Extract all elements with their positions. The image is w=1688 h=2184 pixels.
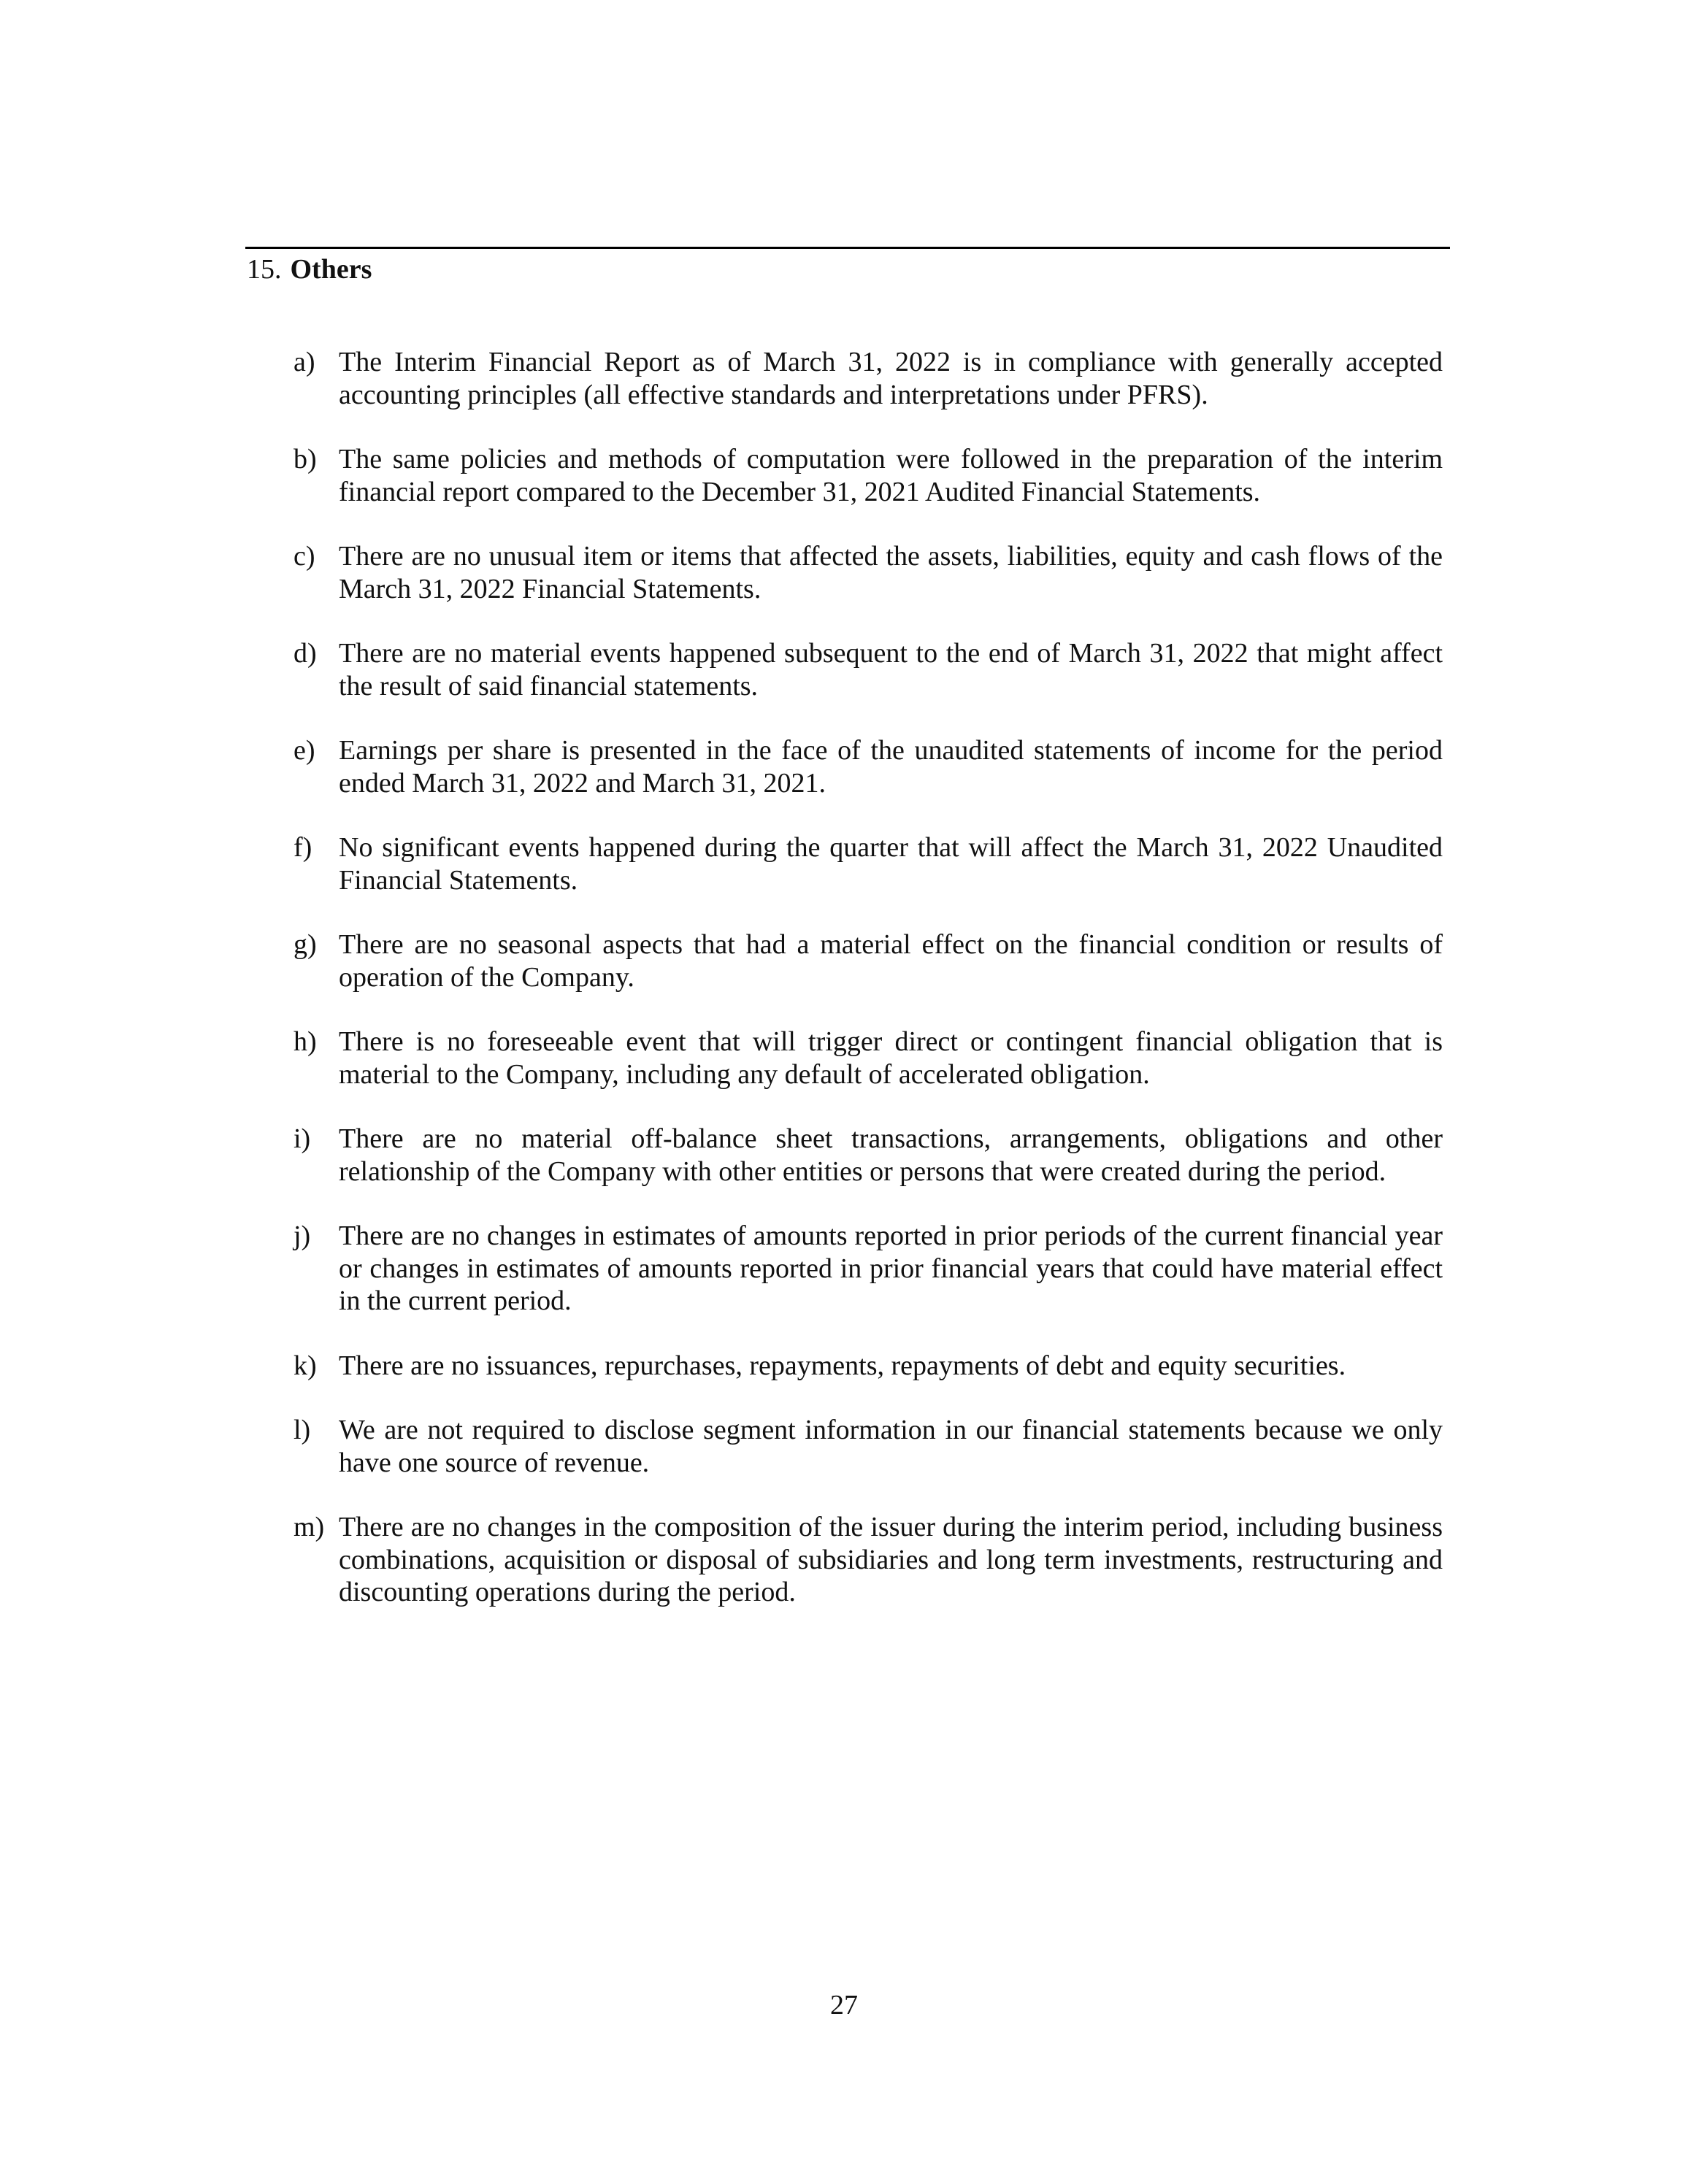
- item-marker: e): [294, 735, 315, 766]
- item-marker: c): [294, 541, 315, 572]
- section-rule: [245, 247, 1450, 249]
- item-marker: l): [294, 1415, 311, 1445]
- item-text: There are no issuances, repurchases, repayments, repayments of debt and equity securities.: [339, 1350, 1346, 1381]
- list-item: [294, 346, 1443, 411]
- page-number: 27: [830, 1990, 858, 2020]
- item-text: There are no changes in estimates of amounts reported in prior periods of the current financial year or changes in estimates of amounts reported in prior financial years that could have material effect in the current period.: [339, 1220, 1443, 1316]
- item-marker: i): [294, 1123, 311, 1154]
- item-marker: h): [294, 1026, 317, 1057]
- item-marker: b): [294, 444, 317, 474]
- item-marker: k): [294, 1350, 317, 1381]
- item-text: We are not required to disclose segment information in our financial statements because we only have one source of revenue.: [339, 1415, 1443, 1478]
- item-marker: g): [294, 929, 317, 960]
- item-text: Earnings per share is presented in the face of the unaudited statements of income for the period ended March 31, 2022 and March 31, 2021.: [339, 735, 1443, 799]
- item-text: The same policies and methods of computation were followed in the preparation of the interim financial report compared to the December 31, 2021 Audited Financial Statements.: [339, 444, 1443, 507]
- section-number: 15.: [247, 254, 282, 285]
- item-text: There are no seasonal aspects that had a material effect on the financial condition or results of operation of the Company.: [339, 929, 1443, 993]
- list-item: [294, 1414, 1443, 1479]
- list-item: [294, 831, 1443, 896]
- item-text: No significant events happened during the quarter that will affect the March 31, 2022 Unaudited Financial Statements.: [339, 832, 1443, 896]
- item-text: There are no changes in the composition of the issuer during the interim period, including business combinations, acquisition or disposal of subsidiaries and long term investments, restructuring and discounting operations during the period.: [339, 1512, 1443, 1607]
- item-marker: m): [294, 1512, 325, 1542]
- list-item: [294, 443, 1443, 508]
- list-item: [294, 1026, 1443, 1091]
- section-heading: [247, 251, 372, 288]
- list-item: [294, 1511, 1443, 1609]
- list-item: [294, 1350, 1443, 1383]
- item-marker: a): [294, 347, 315, 377]
- disclosure-list: [294, 346, 1443, 1641]
- list-item: [294, 1220, 1443, 1318]
- item-marker: j): [294, 1220, 311, 1251]
- item-text: There is no foreseeable event that will trigger direct or contingent financial obligation that is material to the Company, including any default of accelerated obligation.: [339, 1026, 1443, 1090]
- list-item: [294, 1123, 1443, 1188]
- list-item: [294, 637, 1443, 702]
- item-marker: f): [294, 832, 312, 863]
- item-text: The Interim Financial Report as of March 31, 2022 is in compliance with generally accepted accounting principles (all effective standards and interpretations under PFRS).: [339, 347, 1443, 410]
- item-text: There are no unusual item or items that affected the assets, liabilities, equity and cash flows of the March 31, 2022 Financial Statements.: [339, 541, 1443, 604]
- item-text: There are no material off-balance sheet transactions, arrangements, obligations and other relationship of the Company with other entities or persons that were created during the period.: [339, 1123, 1443, 1187]
- item-text: There are no material events happened subsequent to the end of March 31, 2022 that might affect the result of said financial statements.: [339, 638, 1443, 701]
- list-item: [294, 540, 1443, 605]
- list-item: [294, 734, 1443, 799]
- list-item: [294, 928, 1443, 993]
- section-title: Others: [290, 254, 372, 285]
- item-marker: d): [294, 638, 317, 669]
